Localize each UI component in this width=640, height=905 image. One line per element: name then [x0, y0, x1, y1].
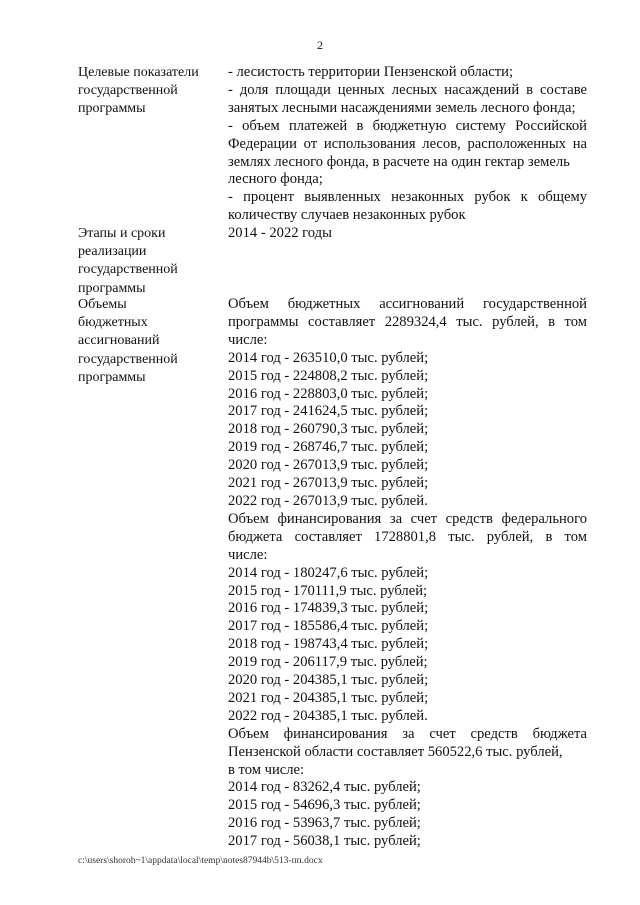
label-line: реализации: [78, 244, 147, 260]
value-line: программы составляет 2289324,4 тыс. рублей, в том: [228, 313, 587, 330]
label-line: Объемы: [78, 297, 127, 312]
footer-file-path: c:\users\shoroh~1\appdata\local\temp\notes87944b\513-пп.docx: [78, 856, 323, 866]
value-line: 2017 год - 56038,1 тыс. рублей;: [228, 833, 421, 850]
value-line: 2017 год - 241624,5 тыс. рублей;: [228, 403, 429, 420]
value-line: 2021 год - 204385,1 тыс. рублей;: [228, 689, 429, 706]
value-line: 2018 год - 260790,3 тыс. рублей;: [228, 421, 429, 438]
value-line: лесного фонда;: [228, 171, 323, 188]
label-line: государственной: [78, 351, 178, 367]
value-line: 2014 год - 263510,0 тыс. рублей;: [228, 349, 429, 366]
label-line: бюджетных: [78, 315, 148, 331]
value-line: 2016 год - 53963,7 тыс. рублей;: [228, 815, 421, 832]
value-line: 2015 год - 224808,2 тыс. рублей;: [228, 367, 429, 384]
value-line: 2015 год - 54696,3 тыс. рублей;: [228, 797, 421, 814]
value-line: - процент выявленных незаконных рубок к общему: [228, 189, 587, 206]
value-line: землях лесного фонда, в расчете на один гектар земель: [228, 153, 570, 170]
value-line: Пензенской области составляет 560522,6 тыс. рублей,: [228, 743, 563, 760]
label-line: программы: [78, 369, 146, 385]
section-label: [78, 64, 213, 119]
value-line: - объем платежей в бюджетную систему Российской: [228, 117, 587, 134]
value-line: 2019 год - 268746,7 тыс. рублей;: [228, 439, 429, 456]
value-line: - доля площади ценных лесных насаждений в составе: [228, 81, 587, 98]
label-line: Целевые показатели: [78, 65, 199, 80]
value-line: количеству случаев незаконных рубок: [228, 207, 466, 224]
value-line: 2020 год - 267013,9 тыс. рублей;: [228, 457, 429, 474]
value-line: 2014 год - 83262,4 тыс. рублей;: [228, 779, 421, 796]
value-line: Объем бюджетных ассигнований государственной: [228, 296, 587, 312]
value-line: 2020 год - 204385,1 тыс. рублей;: [228, 672, 429, 689]
value-line: 2017 год - 185586,4 тыс. рублей;: [228, 618, 429, 635]
value-line: Объем финансирования за счет средств бюджета: [228, 725, 587, 742]
label-line: государственной: [78, 262, 178, 278]
value-line: Федерации от использования лесов, расположенных на: [228, 135, 587, 152]
value-line: 2016 год - 228803,0 тыс. рублей;: [228, 385, 429, 402]
label-line: Этапы и сроки: [78, 226, 166, 241]
label-line: государственной: [78, 83, 178, 99]
value-line: числе:: [228, 546, 268, 563]
value-line: 2018 год - 198743,4 тыс. рублей;: [228, 636, 429, 653]
section-label: [78, 225, 213, 298]
value-line: занятых лесными насаждениями земель лесного фонда;: [228, 99, 576, 116]
value-line: 2022 год - 204385,1 тыс. рублей.: [228, 707, 428, 724]
value-line: 2014 год - 180247,6 тыс. рублей;: [228, 564, 429, 581]
value-line: - лесистость территории Пензенской области;: [228, 64, 514, 80]
value-line: 2016 год - 174839,3 тыс. рублей;: [228, 600, 429, 617]
value-line: в том числе:: [228, 761, 305, 778]
label-line: программы: [78, 280, 146, 296]
value-line: 2021 год - 267013,9 тыс. рублей;: [228, 475, 429, 492]
section-label: [78, 296, 213, 387]
value-line: 2015 год - 170111,9 тыс. рублей;: [228, 582, 428, 599]
value-line: бюджета составляет 1728801,8 тыс. рублей, в том: [228, 528, 587, 545]
section-value: [228, 225, 587, 243]
label-line: ассигнований: [78, 333, 160, 349]
value-line: числе:: [228, 331, 268, 348]
section-value: [228, 296, 587, 851]
section-value: [228, 64, 587, 225]
page-number: 2: [317, 38, 323, 52]
value-line: 2022 год - 267013,9 тыс. рублей.: [228, 492, 428, 509]
label-line: программы: [78, 101, 146, 117]
value-line: 2019 год - 206117,9 тыс. рублей;: [228, 654, 428, 671]
value-line: Объем финансирования за счет средств федерального: [228, 510, 587, 527]
value-line: 2014 - 2022 годы: [228, 225, 332, 241]
